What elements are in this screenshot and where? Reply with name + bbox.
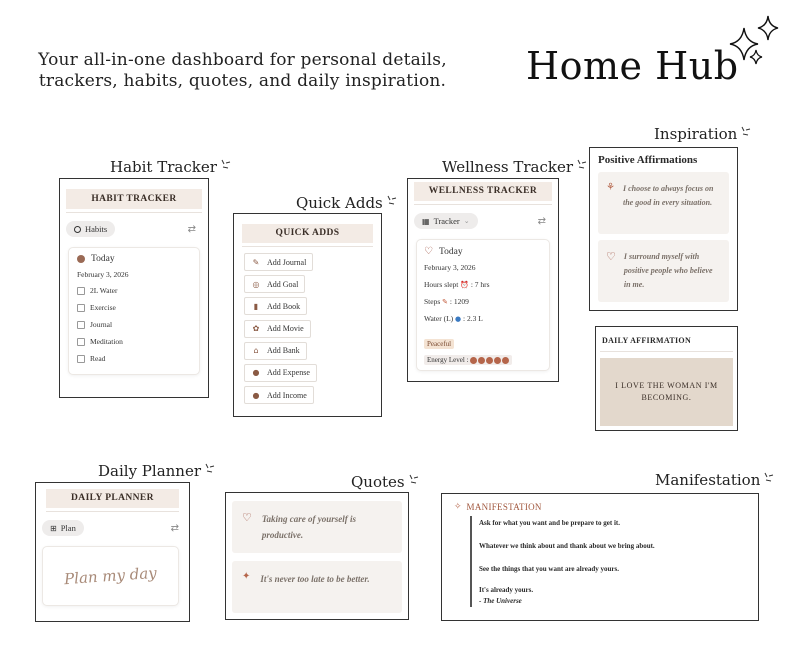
wellness-tracker-panel — [407, 178, 559, 382]
filter-sliders-icon[interactable]: ⇄ — [187, 223, 196, 235]
habit-checkbox[interactable] — [77, 355, 85, 363]
quick-adds-heading: QUICK ADDS — [242, 224, 373, 243]
quote-card — [232, 501, 402, 553]
habits-view-label: Habits — [85, 224, 108, 234]
daily-affirmation-heading: DAILY AFFIRMATION — [602, 336, 692, 345]
habit-item-label: Read — [90, 354, 106, 363]
wellness-tracker-heading: WELLNESS TRACKER — [414, 182, 552, 201]
habit-tracker-heading: HABIT TRACKER — [66, 189, 202, 209]
filter-sliders-icon[interactable]: ⇄ — [537, 215, 546, 227]
hours-slept-label: Hours slept — [424, 280, 459, 289]
daily-planner-heading: DAILY PLANNER — [46, 489, 179, 508]
accent-mark-icon — [762, 471, 774, 483]
chevron-down-icon: ⌄ — [463, 217, 470, 225]
today-dot-icon — [77, 255, 85, 263]
habit-item-label: Journal — [90, 320, 113, 329]
divider — [242, 246, 373, 247]
daily-affirmation-panel — [595, 326, 738, 431]
energy-level-row — [424, 355, 512, 365]
divider — [46, 511, 179, 512]
sparkles-icon: ✦ — [242, 571, 251, 582]
accent-mark-icon — [407, 473, 419, 485]
divider — [600, 351, 733, 352]
manifestation-heading: MANIFESTATION — [466, 502, 542, 512]
heart-icon: ♡ — [424, 246, 433, 257]
water-drop-icon: ● — [455, 315, 462, 323]
mood-badge: Peaceful — [424, 339, 454, 349]
accent-mark-icon — [219, 158, 231, 170]
plan-view-label: Plan — [60, 523, 76, 533]
habits-view-pill[interactable] — [66, 221, 115, 237]
steps-label: Steps — [424, 297, 441, 306]
energy-dot-icon — [478, 357, 485, 364]
energy-dot-icon — [502, 357, 509, 364]
wellness-today-card — [416, 239, 550, 371]
accent-mark-icon — [575, 158, 587, 170]
plan-my-day-card[interactable] — [42, 546, 179, 606]
divider — [66, 212, 202, 213]
add-bank-button[interactable] — [244, 342, 307, 360]
affirmation-card — [598, 240, 729, 302]
expense-icon: ● — [252, 368, 260, 378]
manifestation-attribution: - The Universe — [479, 597, 522, 605]
quick-adds-panel — [233, 213, 382, 417]
button-label: Add Expense — [267, 368, 310, 378]
target-icon: ◎ — [252, 279, 260, 289]
button-label: Add Movie — [267, 324, 304, 334]
energy-dot-icon — [486, 357, 493, 364]
section-label-inspiration: Inspiration — [654, 125, 751, 143]
energy-level-label: Energy Level : — [427, 356, 469, 364]
plan-my-day-script: Plan my day — [63, 563, 158, 589]
flower-icon: ⚘ — [606, 182, 615, 193]
button-label: Add Income — [267, 390, 307, 400]
button-label: Add Book — [267, 301, 301, 311]
heart-icon: ♡ — [242, 511, 252, 524]
button-label: Add Journal — [267, 257, 307, 267]
manifestation-line: It's already yours. — [479, 586, 534, 594]
inspiration-panel — [589, 147, 738, 311]
sparkle-icon — [726, 14, 786, 66]
daily-planner-panel — [35, 482, 190, 622]
manifestation-line: See the things that you want are already yours. — [479, 565, 619, 573]
section-label-habit-tracker: Habit Tracker — [110, 158, 231, 176]
water-label: Water (L) — [424, 314, 454, 323]
section-label-quick-adds: Quick Adds — [296, 194, 397, 212]
magic-wand-icon: ✧ — [454, 502, 462, 512]
heart-icon: ♡ — [606, 250, 616, 263]
energy-dots — [470, 357, 509, 364]
habit-checkbox[interactable] — [77, 321, 85, 329]
quote-text: Taking care of yourself is productive. — [261, 514, 357, 540]
grid-icon: ⊞ — [50, 523, 57, 533]
quote-card — [232, 561, 402, 613]
habit-today-label: Today — [91, 254, 115, 264]
alarm-clock-icon: ⏰ — [460, 281, 469, 289]
tagline: Your all-in-one dashboard for personal details, trackers, habits, quotes, and daily inspiration. — [38, 50, 447, 91]
steps-row — [424, 297, 542, 314]
quick-adds-list — [244, 253, 381, 404]
section-label-wellness-tracker: Wellness Tracker — [442, 158, 587, 176]
plan-view-pill[interactable] — [42, 520, 84, 536]
affirmation-text: I surround myself with positive people who believe in me. — [623, 252, 713, 289]
button-label: Add Goal — [267, 279, 299, 289]
section-label-daily-planner: Daily Planner — [98, 462, 215, 480]
pencil-square-icon: ✎ — [252, 257, 260, 267]
daily-affirmation-card — [600, 358, 733, 426]
calendar-icon: ▦ — [422, 216, 430, 226]
add-journal-button[interactable] — [244, 253, 313, 271]
page-title: Home Hub — [526, 44, 739, 88]
habit-tracker-panel — [59, 178, 209, 398]
add-expense-button[interactable] — [244, 364, 317, 382]
water-value: : 2.3 L — [463, 314, 483, 323]
add-book-button[interactable] — [244, 297, 307, 315]
quote-text: It's never too late to be better. — [260, 574, 370, 584]
habit-item-label: 2L Water — [90, 286, 118, 295]
affirmations-title: Positive Affirmations — [598, 154, 698, 166]
energy-dot-icon — [470, 357, 477, 364]
manifestation-line: Ask for what you want and be prepare to get it. — [479, 519, 620, 527]
manifestation-panel — [441, 493, 759, 621]
energy-dot-icon — [494, 357, 501, 364]
habit-today-card — [68, 247, 200, 375]
filter-sliders-icon[interactable]: ⇄ — [170, 522, 179, 534]
film-icon: ✿ — [252, 324, 260, 334]
affirmation-card — [598, 172, 729, 234]
tracker-view-pill[interactable] — [414, 213, 478, 229]
accent-mark-icon — [203, 462, 215, 474]
button-label: Add Bank — [267, 346, 300, 356]
habit-checkbox[interactable] — [77, 338, 85, 346]
manifestation-line: Whatever we think about and thank about we bring about. — [479, 542, 655, 550]
affirmation-text: I choose to always focus on the good in every situation. — [622, 184, 714, 207]
section-label-manifestation: Manifestation — [655, 471, 774, 489]
hours-slept-value: : 7 hrs — [470, 280, 490, 289]
accent-mark-icon — [385, 194, 397, 206]
water-row — [424, 314, 542, 331]
quotes-panel — [225, 492, 409, 620]
divider — [414, 204, 552, 205]
habit-item-label: Exercise — [90, 303, 116, 312]
wellness-date: February 3, 2026 — [424, 263, 476, 272]
add-goal-button[interactable] — [244, 275, 305, 293]
habit-date: February 3, 2026 — [77, 270, 129, 279]
wellness-today-label: Today — [438, 246, 463, 257]
habit-checkbox[interactable] — [77, 287, 85, 295]
accent-mark-icon — [739, 125, 751, 137]
section-label-quotes: Quotes — [351, 473, 419, 491]
add-movie-button[interactable] — [244, 320, 311, 338]
book-icon: ▮ — [253, 301, 259, 311]
hours-slept-row — [424, 280, 542, 297]
circle-icon — [74, 226, 81, 233]
daily-affirmation-text: I LOVE THE WOMAN I'M BECOMING. — [615, 381, 718, 402]
income-icon: ● — [252, 390, 260, 400]
steps-value: : 1209 — [449, 297, 469, 306]
tracker-view-label: Tracker — [433, 216, 460, 226]
habit-checkbox[interactable] — [77, 304, 85, 312]
habit-item-label: Meditation — [90, 337, 123, 346]
manifestation-quote-block — [470, 516, 748, 607]
steps-icon: ✎ — [442, 298, 449, 306]
add-income-button[interactable] — [244, 386, 314, 404]
bank-icon: ⌂ — [253, 346, 259, 356]
